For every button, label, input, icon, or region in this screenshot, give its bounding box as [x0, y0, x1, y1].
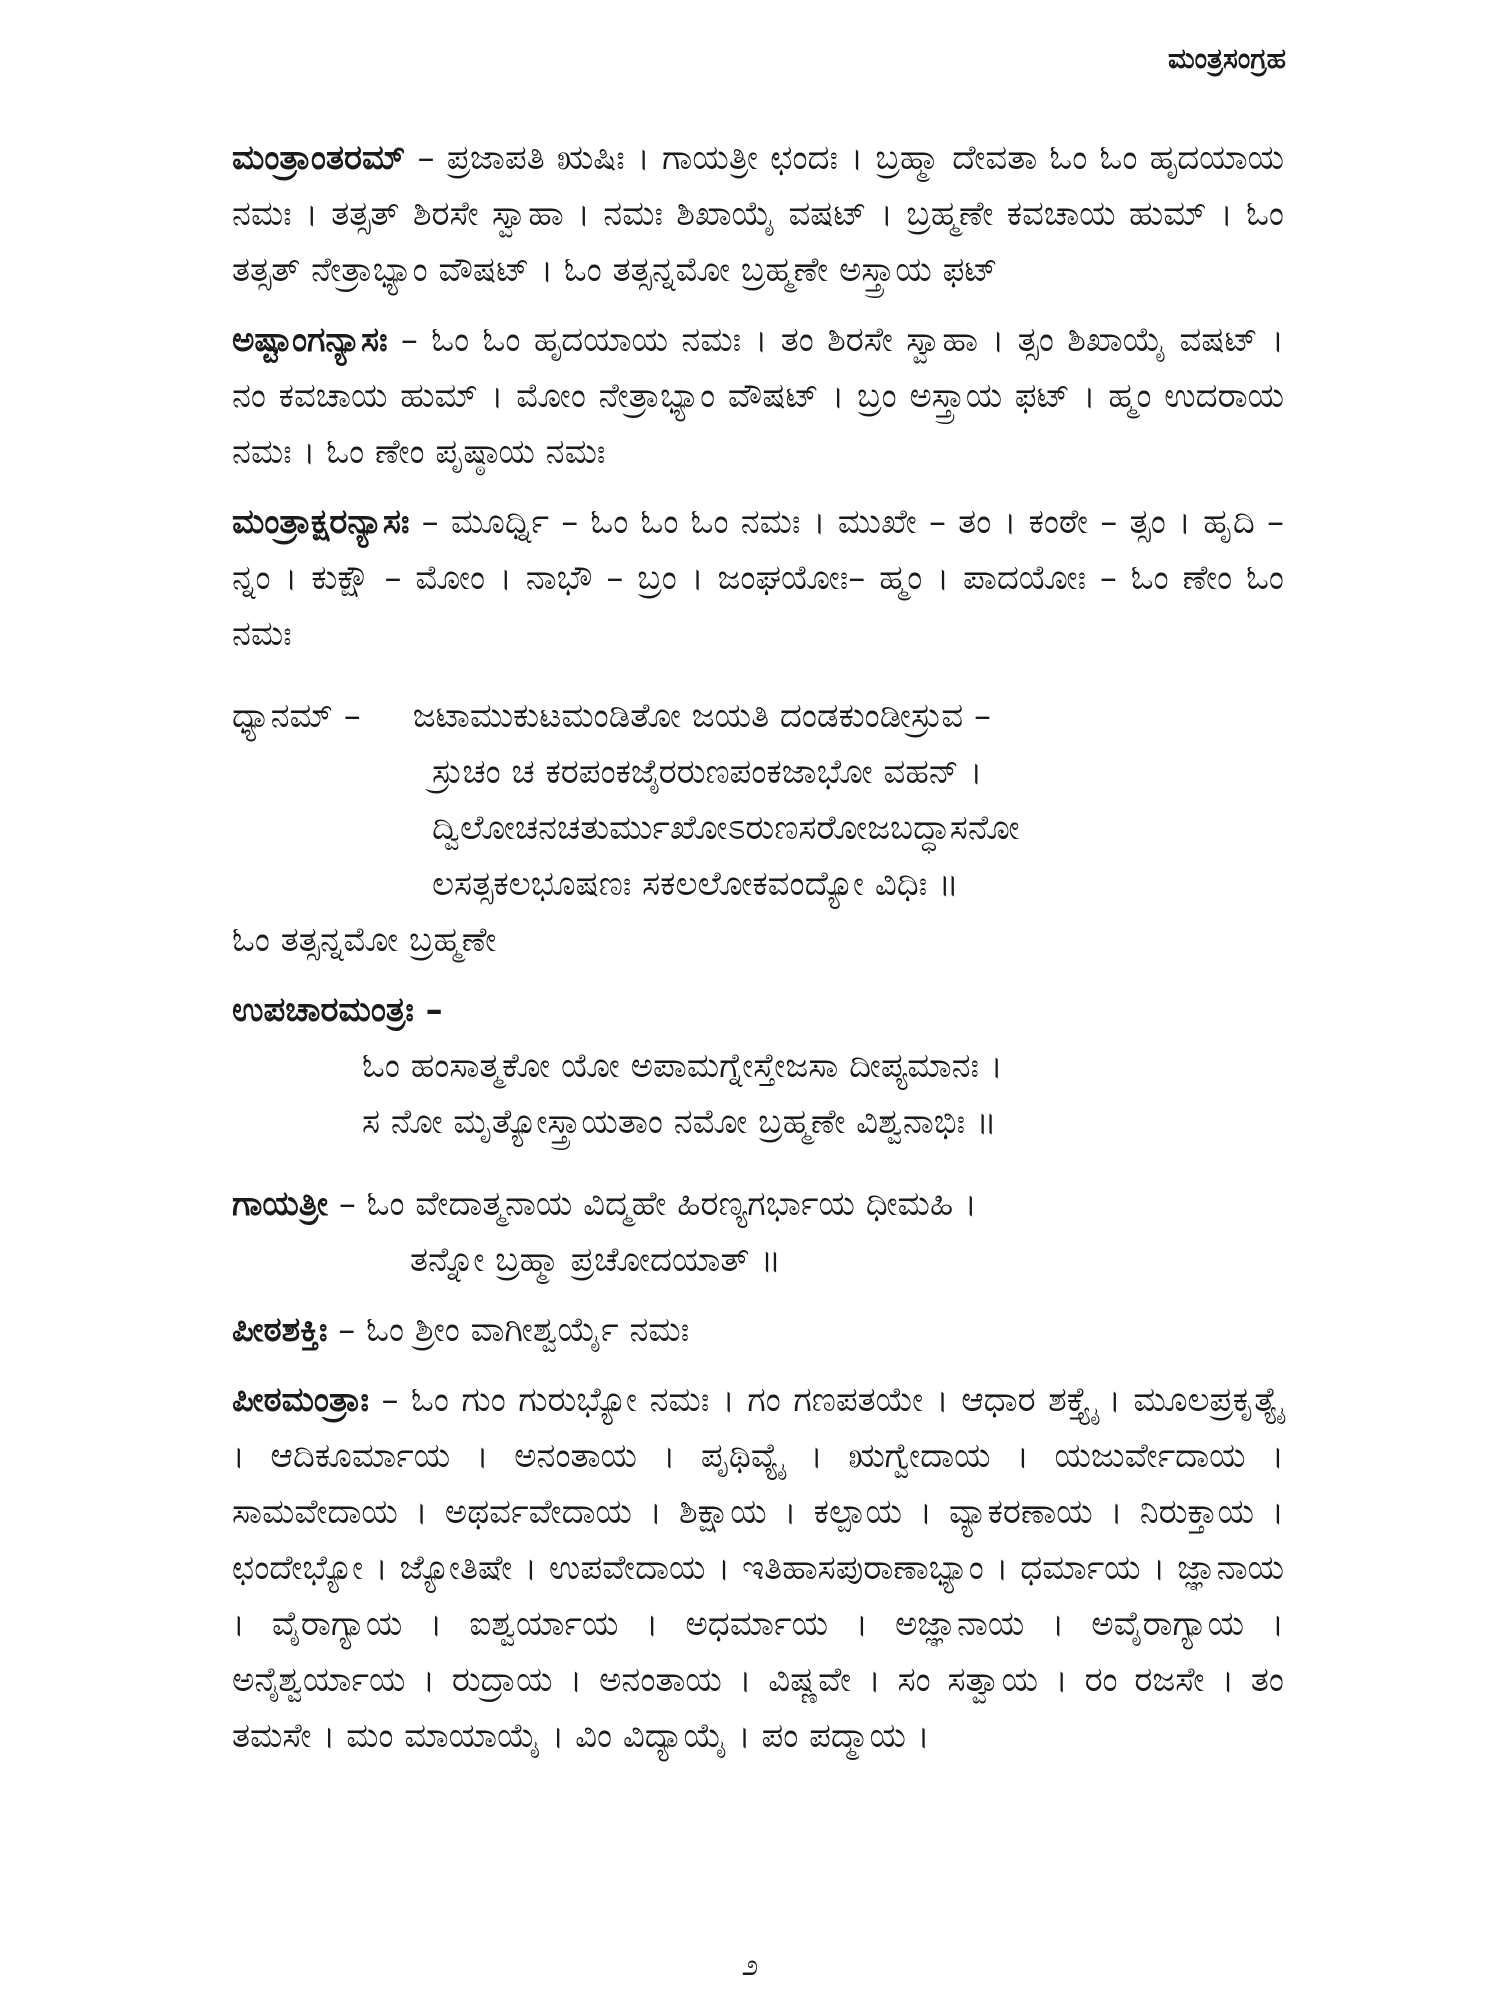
pithashakti-label: ಪೀಠಶಕ್ತಿಃ	[232, 1310, 328, 1350]
upachara-section	[232, 982, 1284, 1150]
section-text: – ಪ್ರಜಾಪತಿ ಋಷಿಃ । ಗಾಯತ್ರೀ ಛಂದಃ । ಬ್ರಹ್ಮಾ ದೇವತಾ ಓಂ ಓಂ ಹೃದಯಾಯ ನಮಃ । ತತ್ಸತ್ ಶಿರಸೇ ಸ್ವಾಹಾ । ನಮಃ ಶಿಖಾಯೈ ವಷಟ್ । ಬ್ರಹ್ಮಣೇ ಕವಚಾಯ ಹುಮ್ । ಓಂ ತತ್ಸತ್ ನೇತ್ರಾಭ್ಯಾಂ ವೌಷಟ್ । ಓಂ ತತ್ಸನ್ನಮೋ ಬ್ರಹ್ಮಣೇ ಅಸ್ತ್ರಾಯ ಫಟ್	[232, 138, 1284, 290]
section-label: ಮಂತ್ರಾಕ್ಷರನ್ಯಾಸಃ	[232, 502, 410, 542]
section-label: ಅಷ್ಟಾಂಗನ್ಯಾಸಃ	[232, 320, 388, 360]
verse-line: ದ್ವಿಲೋಚನಚತುರ್ಮುಖೋಽರುಣಸರೋಜಬದ್ಧಾಸನೋ	[432, 808, 1020, 848]
verse-line: ಸ್ರುಚಂ ಚ ಕರಪಂಕಜೈರರುಣಪಂಕಜಾಭೋ ವಹನ್ ।	[432, 752, 983, 792]
pithashakti-section	[232, 1302, 1284, 1358]
verse-line: ಸ ನೋ ಮೃತ್ಯೋಸ್ತ್ರಾಯತಾಂ ನಮೋ ಬ್ರಹ್ಮಣೇ ವಿಶ್ವನಾಭಿಃ ॥	[362, 1102, 997, 1142]
section-text: – ಓಂ ಓಂ ಹೃದಯಾಯ ನಮಃ । ತಂ ಶಿರಸೇ ಸ್ವಾಹಾ । ತ್ಸಂ ಶಿಖಾಯೈ ವಷಟ್ । ನಂ ಕವಚಾಯ ಹುಮ್ । ಮೋಂ ನೇತ್ರಾಭ್ಯಾಂ ವೌಷಟ್ । ಬ್ರಂ ಅಸ್ತ್ರಾಯ ಫಟ್ । ಹ್ಮಂ ಉದರಾಯ ನಮಃ । ಓಂ ಣೇಂ ಪೃಷ್ಠಾಯ ನಮಃ	[232, 320, 1284, 472]
section-text: – ಮೂರ್ಧ್ನಿ – ಓಂ ಓಂ ಓಂ ನಮಃ । ಮುಖೇ – ತಂ । ಕಂಠೇ – ತ್ಸಂ । ಹೃದಿ – ನ್ನಂ । ಕುಕ್ಷೌ – ಮೋಂ । ನಾಭೌ – ಬ್ರಂ । ಜಂಘಯೋಃ– ಹ್ಮಂ । ಪಾದಯೋಃ – ಓಂ ಣೇಂ ಓಂ ನಮಃ	[232, 502, 1284, 654]
page-number: ೨	[741, 1948, 759, 1983]
pithamantra-section	[232, 1372, 1284, 1764]
verse-line: ಜಟಾಮುಕುಟಮಂಡಿತೋ ಜಯತಿ ದಂಡಕುಂಡೀಸ್ರುವ –	[412, 696, 991, 736]
section-text: – ಓಂ ಶ್ರೀಂ ವಾಗೀಶ್ವರ್ಯೈ ನಮಃ	[327, 1310, 690, 1350]
gayatri-section	[232, 1176, 1284, 1288]
gayatri-line	[232, 1176, 1284, 1232]
section-label: ಮಂತ್ರಾಂತರಮ್	[232, 138, 406, 178]
running-header: ಮಂತ್ರಸಂಗ್ರಹ	[1167, 42, 1286, 75]
dhyanam-label: ಧ್ಯಾನಮ್ –	[232, 696, 361, 736]
page-body	[232, 130, 1284, 1778]
pithamantra-label: ಪೀಠಮಂತ್ರಾಃ	[232, 1380, 369, 1420]
mantrantaram-section	[232, 130, 1284, 298]
dhyanam-section	[232, 688, 1284, 968]
verse-line: – ಓಂ ವೇದಾತ್ಮನಾಯ ವಿದ್ಮಹೇ ಹಿರಣ್ಯಗರ್ಭಾಯ ಧೀಮಹಿ ।	[328, 1184, 977, 1224]
section-text: – ಓಂ ಗುಂ ಗುರುಭ್ಯೋ ನಮಃ । ಗಂ ಗಣಪತಯೇ । ಆಧಾರ ಶಕ್ತ್ಯೈ । ಮೂಲಪ್ರಕೃತ್ಯೈ । ಆದಿಕೂರ್ಮಾಯ । ಅನಂತಾಯ । ಪೃಥಿವ್ಯೈ । ಋಗ್ವೇದಾಯ । ಯಜುರ್ವೇದಾಯ । ಸಾಮವೇದಾಯ । ಅಥರ್ವವೇದಾಯ । ಶಿಕ್ಷಾಯ । ಕಲ್ಪಾಯ । ವ್ಯಾಕರಣಾಯ । ನಿರುಕ್ತಾಯ । ಛಂದೇಭ್ಯೋ । ಜ್ಯೋತಿಷೇ । ಉಪವೇದಾಯ । ಇತಿಹಾಸಪುರಾಣಾಭ್ಯಾಂ । ಧರ್ಮಾಯ । ಜ್ಞಾನಾಯ । ವೈರಾಗ್ಯಾಯ । ಐಶ್ವರ್ಯಾಯ । ಅಧರ್ಮಾಯ । ಅಜ್ಞಾನಾಯ । ಅವೈರಾಗ್ಯಾಯ । ಅನೈಶ್ವರ್ಯಾಯ । ರುದ್ರಾಯ । ಅನಂತಾಯ । ವಿಷ್ಣವೇ । ಸಂ ಸತ್ವಾಯ । ರಂ ರಜಸೇ । ತಂ ತಮಸೇ । ಮಂ ಮಾಯಾಯೈ । ವಿಂ ವಿದ್ಯಾಯೈ । ಪಂ ಪದ್ಮಾಯ ।	[232, 1380, 1284, 1756]
dhyanam-closing: ಓಂ ತತ್ಸನ್ನಮೋ ಬ್ರಹ್ಮಣೇ	[232, 920, 497, 960]
verse-line: ಲಸತ್ಸಕಲಭೂಷಣಃ ಸಕಲಲೋಕವಂದ್ಯೋ ವಿಧಿಃ ॥	[432, 864, 959, 904]
mantraksharanyasa-section	[232, 494, 1284, 662]
ashtanganyasa-section	[232, 312, 1284, 480]
verse-line: ಓಂ ಹಂಸಾತ್ಮಕೋ ಯೋ ಅಪಾಮಗ್ನೇಸ್ತೇಜಸಾ ದೀಪ್ಯಮಾನಃ ।	[362, 1046, 1003, 1086]
verse-line: ತನ್ನೋ ಬ್ರಹ್ಮಾ ಪ್ರಚೋದಯಾತ್ ॥	[410, 1240, 781, 1280]
dhyanam-line	[232, 688, 1284, 744]
upachara-label: ಉಪಚಾರಮಂತ್ರಃ –	[232, 990, 443, 1030]
gayatri-label: ಗಾಯತ್ರೀ	[232, 1184, 329, 1224]
